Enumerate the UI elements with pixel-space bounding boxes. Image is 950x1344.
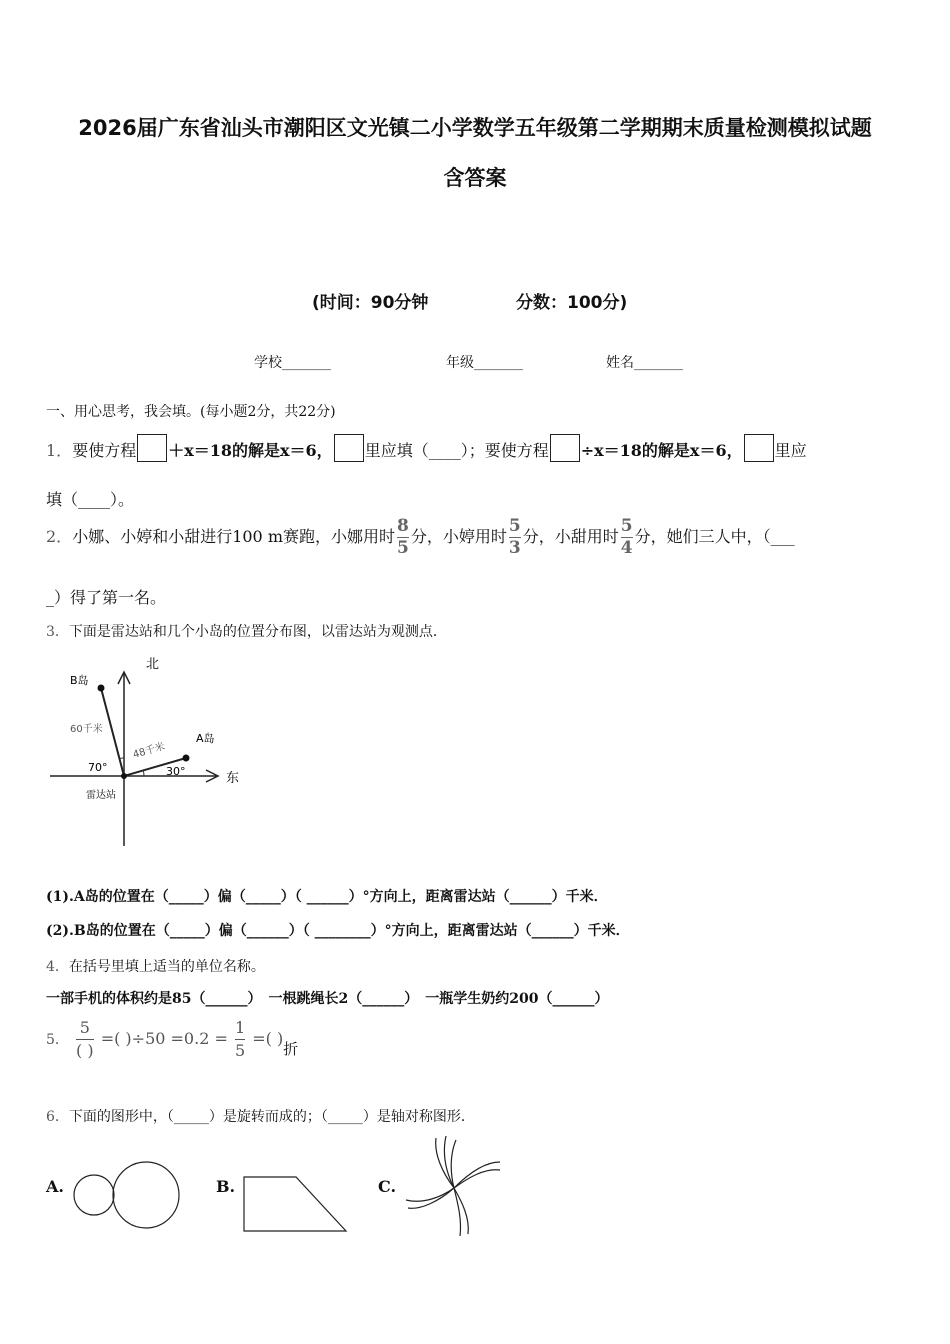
east-label: 东 (226, 771, 240, 786)
radar-station-dot (121, 773, 127, 779)
answer-box (334, 434, 364, 462)
answer-box (137, 434, 167, 462)
option-c-pinwheel-figure (402, 1132, 506, 1238)
option-b-label: B. (216, 1177, 236, 1196)
question-3-part-1: (1).A岛的位置在（_____）偏（_____）（ ______）°方向上，距离雷达站（______）千米． (46, 889, 608, 905)
b-island-label: B岛 (70, 674, 89, 687)
option-c-label: C. (378, 1177, 397, 1196)
a-island-dot (183, 755, 190, 762)
a-distance-label: 48千米 (131, 741, 167, 761)
page-title-line2: 含答案 (443, 166, 507, 190)
question-3-part-2: (2).B岛的位置在（_____）偏（______）（ ________）°方向上，距离雷达站（______）千米． (46, 923, 630, 939)
q2-number: 2． (46, 527, 73, 546)
question-2-line2: _）得了第一名。 (46, 588, 167, 607)
answer-box (744, 434, 774, 462)
north-label: 北 (146, 657, 160, 672)
fraction-5-3: $\frac{5}{3}$ (508, 516, 521, 558)
b-angle-label: 70° (88, 761, 108, 774)
fraction-8-5: $\frac{8}{5}$ (397, 516, 409, 558)
option-a-circles-figure (70, 1158, 186, 1232)
fraction-1-5: $\frac{1}{5}$ (234, 1018, 246, 1060)
section-heading: 一、用心思考，我会填。(每小题2分，共22分) (46, 404, 336, 420)
q1-number: 1． (46, 441, 73, 460)
question-4: 4．在括号里填上适当的单位名称。 (46, 959, 265, 975)
option-b-trapezoid-figure (240, 1173, 352, 1235)
question-1-line2: 填（____）。 (46, 490, 135, 509)
option-a-label: A. (46, 1177, 64, 1196)
exam-score: 分数：100分) (516, 293, 628, 313)
name-field: 姓名_______ (606, 355, 683, 371)
a-angle-label: 30° (166, 765, 186, 778)
answer-box (550, 434, 580, 462)
a-island-label: A岛 (196, 732, 215, 745)
school-field: 学校_______ (254, 355, 331, 371)
grade-field: 年级_______ (446, 355, 523, 371)
page-title: 2026届广东省汕头市潮阳区文光镇二小学数学五年级第二学期期末质量检测模拟试题 (78, 116, 872, 140)
fraction-5-blank: $\frac{5}{( )}$ (76, 1018, 94, 1060)
question-5: 5． $\frac{5}{( )}$ =( )÷50 =0.2 = $\frac{1}{5}$ =( )折 (46, 1018, 299, 1060)
question-2: 2．小娜、小婷和小甜进行100 m赛跑，小娜用时 $\frac{8}{5}$ 分，小婷用时 $\frac{5}{3}$ 分，小甜用时 $\frac{5}{4}$ 分，她们三人中，（___ (46, 516, 795, 558)
fraction-5-4: $\frac{5}{4}$ (620, 516, 633, 558)
radar-diagram (44, 654, 254, 850)
question-4-items: 一部手机的体积约是85（______） 一根跳绳长2（______） 一瓶学生奶约200（______） (46, 991, 609, 1007)
question-3: 3．下面是雷达站和几个小岛的位置分布图，以雷达站为观测点． (46, 624, 447, 640)
radar-station-label: 雷达站 (86, 790, 116, 801)
b-island-dot (98, 685, 105, 692)
b-distance-label: 60千米 (70, 724, 103, 735)
question-6: 6．下面的图形中，（_____）是旋转而成的；（_____）是轴对称图形． (46, 1109, 475, 1125)
exam-time: (时间：90分钟 (312, 293, 429, 313)
question-1: 1．要使方程 ＋x＝18的解是x＝6， 里应填（____）；要使方程 ÷x＝18的解是x＝6， 里应 (46, 434, 807, 462)
